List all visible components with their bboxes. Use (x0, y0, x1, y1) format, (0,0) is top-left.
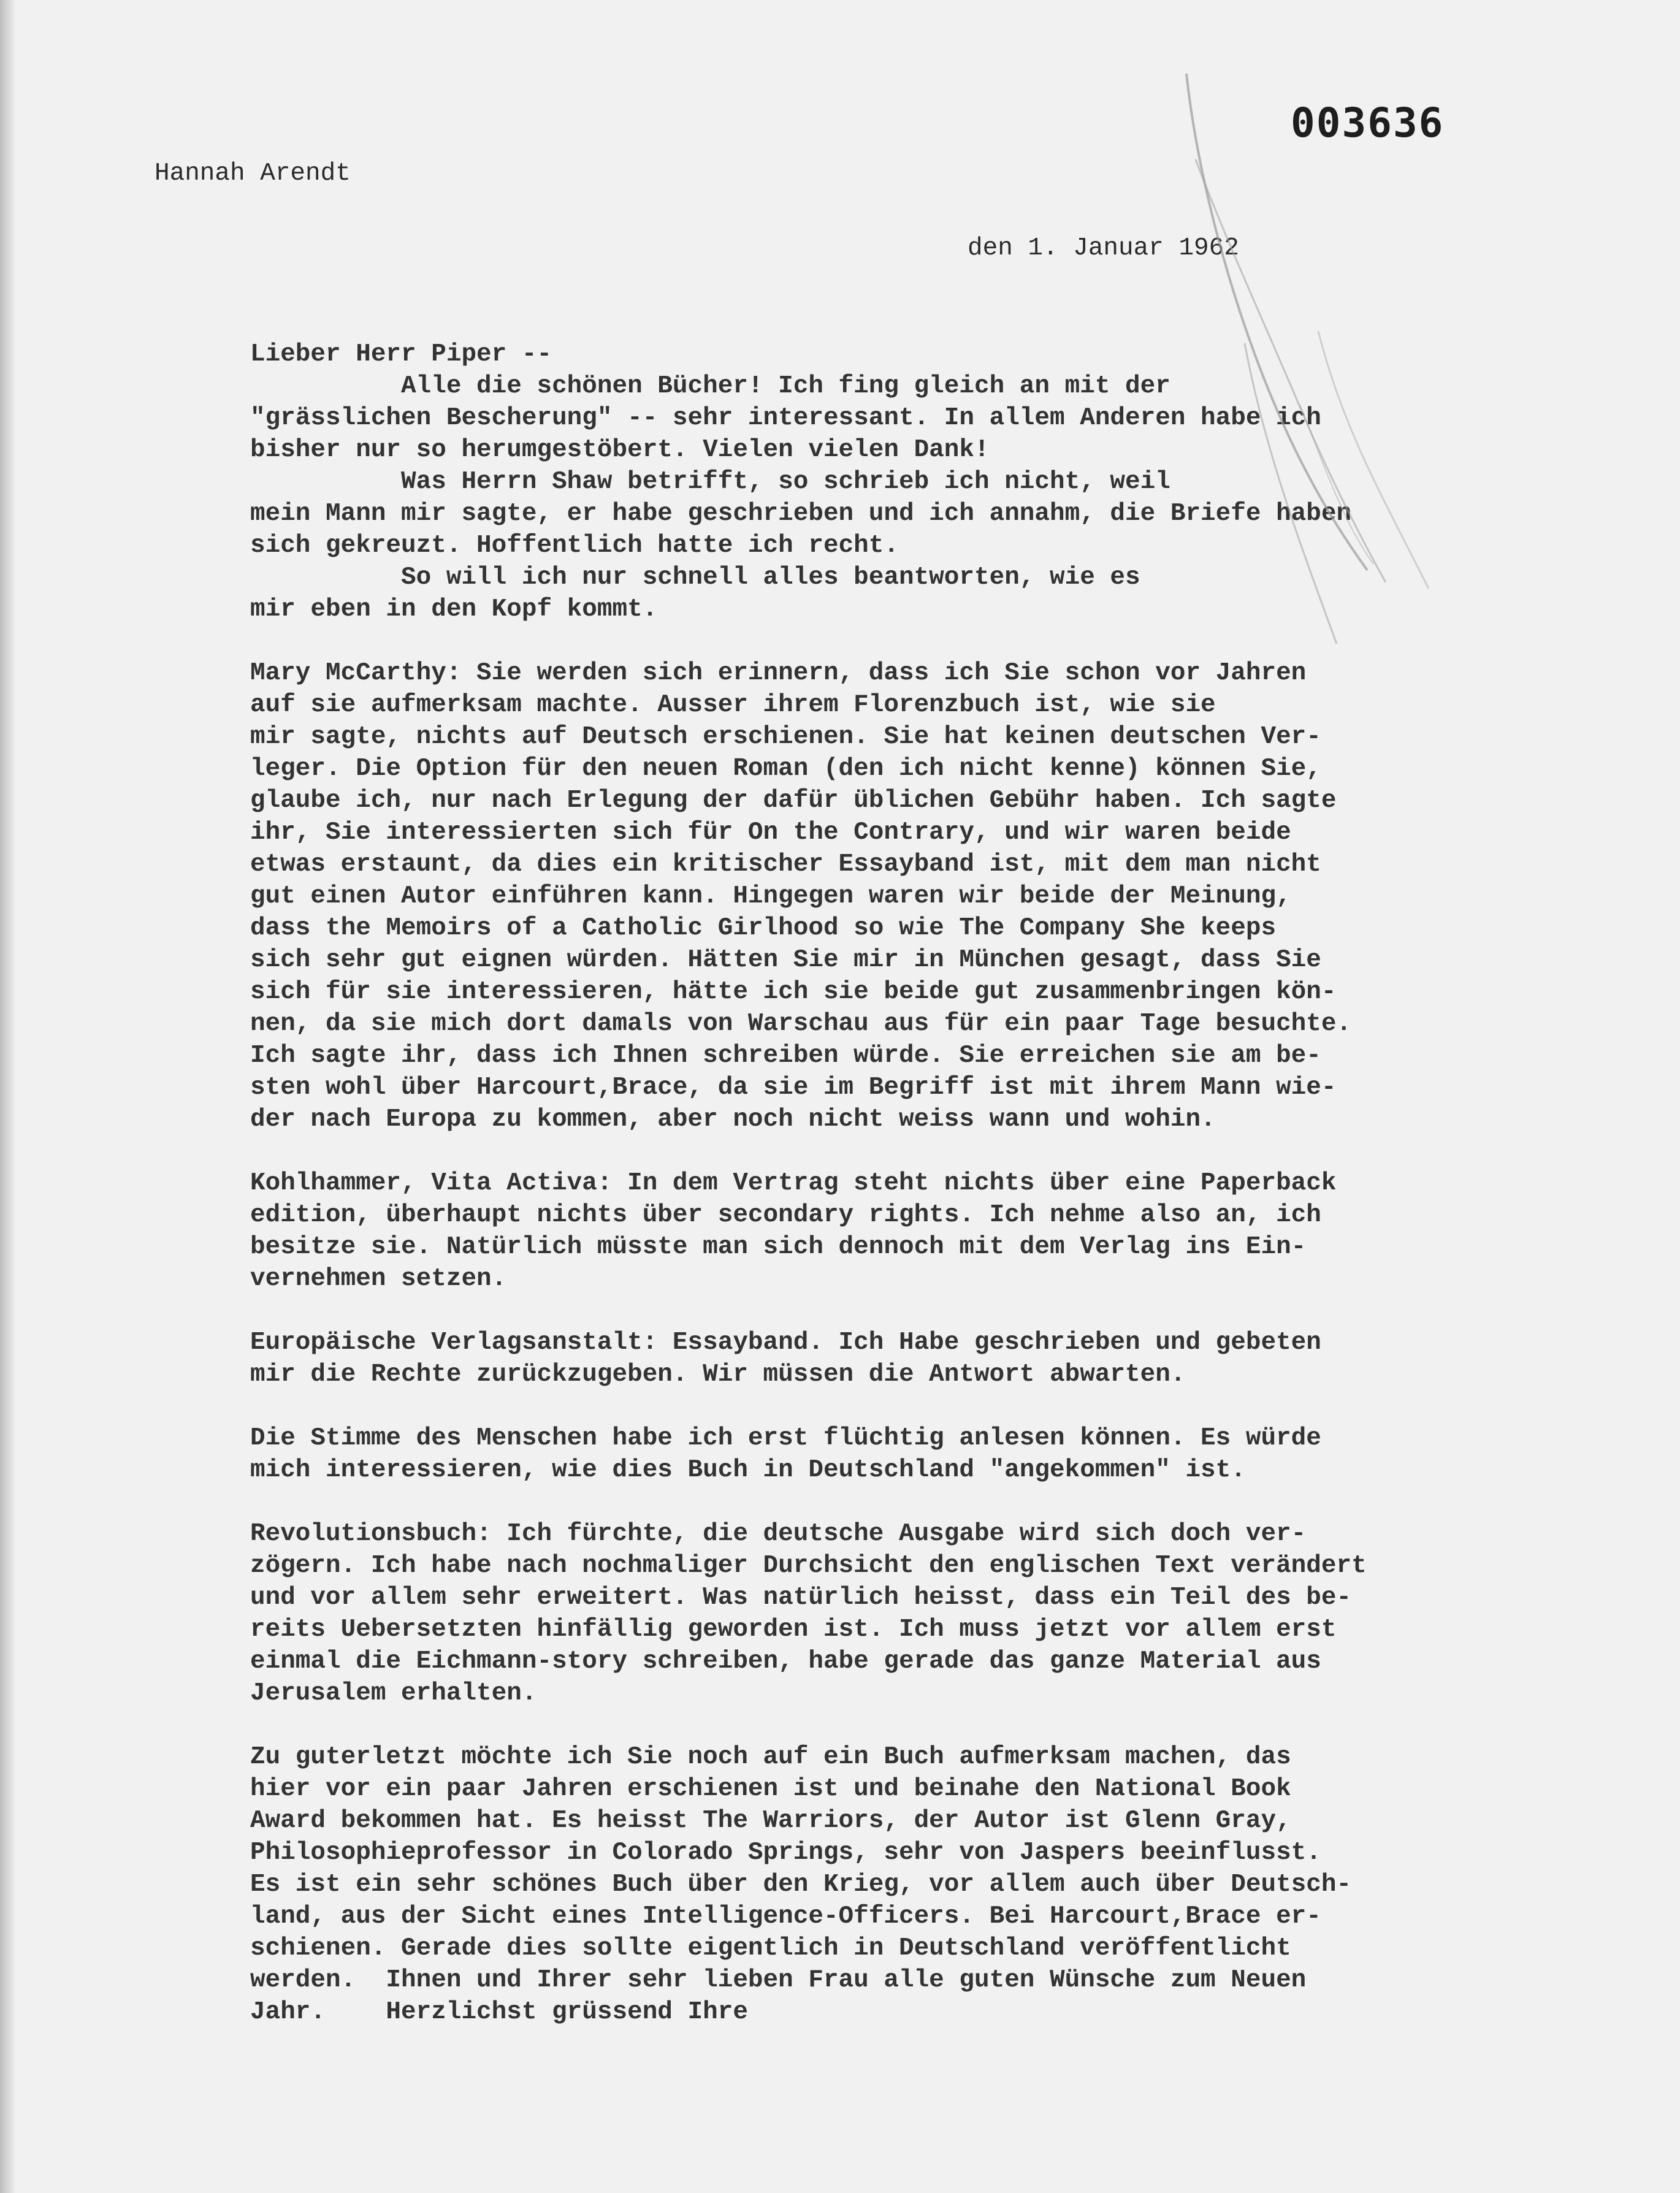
text-line: edition, überhaupt nichts über secondary rights. Ich nehme also an, ich (250, 1201, 1321, 1229)
paragraph (250, 1422, 1654, 1486)
text-line: gut einen Autor einführen kann. Hingegen waren wir beide der Meinung, (250, 882, 1291, 910)
paragraph-gap (250, 1295, 1654, 1327)
text-line: glaube ich, nur nach Erlegung der dafür üblichen Gebühr haben. Ich sagte (250, 787, 1337, 815)
archive-stamp-number: 003636 (1291, 99, 1445, 147)
text-line: Es ist ein sehr schönes Buch über den Krieg, vor allem auch über Deutsch- (250, 1871, 1352, 1899)
text-line: So will ich nur schnell alles beantworten, wie es (250, 563, 1140, 592)
text-line: reits Uebersetzten hinfällig geworden ist. Ich muss jetzt vor allem erst (250, 1615, 1337, 1644)
paragraph (250, 1741, 1654, 2028)
text-line: mein Mann mir sagte, er habe geschrieben und ich annahm, die Briefe haben (250, 500, 1352, 528)
text-line: mir eben in den Kopf kommt. (250, 595, 658, 624)
text-line: vernehmen setzen. (250, 1265, 507, 1293)
text-line: Die Stimme des Menschen habe ich erst flüchtig anlesen können. Es würde (250, 1424, 1321, 1452)
paragraph-gap (250, 1135, 1654, 1167)
text-line: "grässlichen Bescherung" -- sehr interessant. In allem Anderen habe ich (250, 404, 1321, 432)
text-line: Mary McCarthy: Sie werden sich erinnern, dass ich Sie schon vor Jahren (250, 659, 1307, 687)
paragraph (250, 1518, 1654, 1709)
text-line: sich gekreuzt. Hoffentlich hatte ich recht. (250, 532, 899, 560)
text-line: land, aus der Sicht eines Intelligence-Officers. Bei Harcourt,Brace er- (250, 1902, 1321, 1931)
text-line: werden. Ihnen und Ihrer sehr lieben Frau alle guten Wünsche zum Neuen (250, 1966, 1307, 1994)
letter-date: den 1. Januar 1962 (968, 234, 1239, 262)
letter-body (250, 338, 1654, 2028)
paragraph-gap (250, 1390, 1654, 1422)
text-line: Award bekommen hat. Es heisst The Warriors, der Autor ist Glenn Gray, (250, 1807, 1291, 1835)
text-line: sich für sie interessieren, hätte ich sie beide gut zusammenbringen kön- (250, 978, 1337, 1006)
text-line: ihr, Sie interessierten sich für On the Contrary, und wir waren beide (250, 818, 1291, 847)
text-line: Jahr. Herzlichst grüssend Ihre (250, 1998, 748, 2026)
text-line: Was Herrn Shaw betrifft, so schrieb ich nicht, weil (250, 468, 1170, 496)
text-line: zögern. Ich habe nach nochmaliger Durchsicht den englischen Text verändert (250, 1552, 1367, 1580)
text-line: und vor allem sehr erweitert. Was natürlich heisst, dass ein Teil des be- (250, 1584, 1352, 1612)
text-line: schienen. Gerade dies sollte eigentlich in Deutschland veröffentlicht (250, 1934, 1291, 1962)
text-line: etwas erstaunt, da dies ein kritischer Essayband ist, mit dem man nicht (250, 850, 1321, 879)
paragraph-gap (250, 1709, 1654, 1741)
text-line: mir sagte, nichts auf Deutsch erschienen. Sie hat keinen deutschen Ver- (250, 723, 1321, 751)
salutation: Lieber Herr Piper -- (250, 340, 552, 368)
letter-paragraphs (250, 370, 1654, 2028)
text-line: einmal die Eichmann-story schreiben, habe gerade das ganze Material aus (250, 1647, 1321, 1676)
text-line: Alle die schönen Bücher! Ich fing gleich an mit der (250, 372, 1170, 400)
text-line: sten wohl über Harcourt,Brace, da sie im Begriff ist mit ihrem Mann wie- (250, 1074, 1337, 1102)
text-line: sich sehr gut eignen würden. Hätten Sie mir in München gesagt, dass Sie (250, 946, 1321, 974)
text-line: leger. Die Option für den neuen Roman (den ich nicht kenne) können Sie, (250, 755, 1321, 783)
text-line: der nach Europa zu kommen, aber noch nicht weiss wann und wohin. (250, 1105, 1216, 1134)
paragraph (250, 370, 1654, 625)
text-line: Jerusalem erhalten. (250, 1679, 537, 1707)
paragraph (250, 1167, 1654, 1295)
paragraph-gap (250, 1486, 1654, 1518)
text-line: Revolutionsbuch: Ich fürchte, die deutsche Ausgabe wird sich doch ver- (250, 1520, 1307, 1548)
text-line: bisher nur so herumgestöbert. Vielen vielen Dank! (250, 436, 990, 464)
text-line: besitze sie. Natürlich müsste man sich dennoch mit dem Verlag ins Ein- (250, 1233, 1307, 1261)
text-line: Zu guterletzt möchte ich Sie noch auf ein Buch aufmerksam machen, das (250, 1743, 1291, 1771)
paragraph (250, 1327, 1654, 1390)
text-line: Philosophieprofessor in Colorado Springs, sehr von Jaspers beeinflusst. (250, 1839, 1321, 1867)
text-line: mich interessieren, wie dies Buch in Deutschland "angekommen" ist. (250, 1456, 1246, 1484)
text-line: nen, da sie mich dort damals von Warschau aus für ein paar Tage besuchte. (250, 1010, 1352, 1038)
text-line: Kohlhammer, Vita Activa: In dem Vertrag steht nichts über eine Paperback (250, 1169, 1337, 1197)
letter-sender: Hannah Arendt (155, 159, 351, 188)
text-line: auf sie aufmerksam machte. Ausser ihrem Florenzbuch ist, wie sie (250, 691, 1216, 719)
text-line: Ich sagte ihr, dass ich Ihnen schreiben würde. Sie erreichen sie am be- (250, 1042, 1321, 1070)
text-line: hier vor ein paar Jahren erschienen ist und beinahe den National Book (250, 1775, 1291, 1803)
paragraph-gap (250, 625, 1654, 657)
text-line: mir die Rechte zurückzugeben. Wir müssen die Antwort abwarten. (250, 1360, 1186, 1389)
page-edge-shadow (0, 0, 16, 2193)
text-line: dass the Memoirs of a Catholic Girlhood so wie The Company She keeps (250, 914, 1277, 942)
text-line: Europäische Verlagsanstalt: Essayband. Ich Habe geschrieben und gebeten (250, 1329, 1321, 1357)
paragraph (250, 657, 1654, 1135)
